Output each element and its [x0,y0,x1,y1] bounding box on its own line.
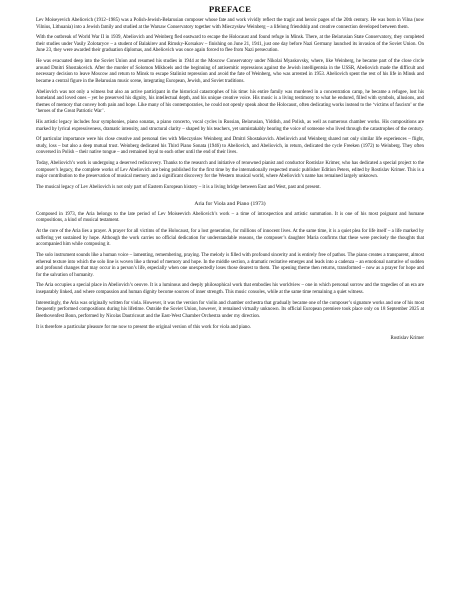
aria-title: Aria for Viola and Piano (1973) [194,200,266,207]
author-signature: Rostislav Krimer [390,335,424,341]
aria-paragraph: The solo instrument sounds like a human voice – lamenting, remembering, praying. The melody is filled with profound sincerity and is entirely free of pathos. The piano creates a transparent, almost ethereal texture into which the solo line is woven like a thread of memory and hope. In the middle section, a dramatic recitative emerges and leads into a cadenza – an emotional narrative of sudden and profound changes that may occur in a person’s life, especially when one unexpectedly loses those dearest to them. The opening theme then returns, transformed – now as a prayer for hope and for the salvation of humanity. [36,253,424,278]
preface-paragraph: His artistic legacy includes four symphonies, piano sonatas, a piano concerto, vocal cycles in Russian, Belarusian, Yiddish, and Polish, as well as numerous chamber works. His compositions are marked by lyrical expressiveness, dramatic intensity, and structural clarity – shaped by his teachers, yet unmistakably bearing the voice of someone who lived through the catastrophes of the century. [36,120,424,132]
preface-paragraph: The musical legacy of Lev Abeliovich is not only part of Eastern European history – it is a living bridge between East and West, past and present. [36,185,321,191]
aria-paragraph: At the core of the Aria lies a prayer. A prayer for all victims of the Holocaust, for a lost generation, for millions of innocent lives. At the same time, it is a quiet plea for life itself – a life marked by suffering yet sustained by hope. Although the work carries no official dedication for understandable reasons, the composer’s daughter Maria confirms that these were precisely the thoughts that accompanied him while composing it. [36,229,424,248]
preface-section [36,18,424,192]
preface-paragraph: Abeliovich was not only a witness but also an active participant in the historical catastrophes of his time: his entire family was murdered in a concentration camp, he became a refugee, lost his homeland and loved ones – yet he preserved his dignity, his intellectual depth, and his unique creative voice. His music is a living testimony to what he endured, filled with symbols, allusions, and themes of memory that convey both pain and hope. Like many of his contemporaries, he could not openly speak about the Holocaust, often dedicating works instead to the ‘victims of fascism’ or the ‘heroes of the Great Patriotic War’. [36,89,424,115]
preface-title: PREFACE [208,4,252,14]
aria-paragraph: The Aria occupies a special place in Abeliovich’s oeuvre. It is a luminous and deeply philosophical work that embodies his worldview – one in which personal sorrow and the tragedies of an era are inseparably linked, and where compassion and human dignity become sources of inner strength. This music consoles, while at the same time remaining a quiet witness. [36,283,424,295]
aria-section [36,212,424,342]
aria-paragraph: Interestingly, the Aria was originally written for viola. However, it was the version for violin and chamber orchestra that gradually became one of the composer’s signature works and one of his most frequently performed compositions during his lifetime. Outside the Soviet Union, however, it remained virtually unknown. Its official European premiere took place only on 18 September 2025 at Beethovenfest Bonn, performed by Nicolas Dautricourt and the East-West Chamber Orchestra under my direction. [36,300,424,319]
preface-paragraph: Of particular importance were his close creative and personal ties with Mieczysław Weinberg and Dmitri Shostakovich. Abeliovich and Weinberg shared not only similar life experiences – flight, study, loss – but also a deep mutual trust. Weinberg dedicated his Third Piano Sonata (1946) to Abeliovich, and Abeliovich, in return, dedicated the cycle Freeken (1972) to Weinberg. They often conversed in Polish – their native tongue – and remained loyal to each other until the end of their lives. [36,137,424,156]
aria-paragraph: Composed in 1973, the Aria belongs to the late period of Lev Moiseevich Abeliovich’s work – a time of introspection and artistic summation. It is one of his most poignant and humane compositions, a kind of musical testament. [36,211,424,224]
preface-paragraph: With the outbreak of World War II in 1939, Abeliovich and Weinberg fled eastward to escape the Holocaust and found refuge in Minsk. There, at the Belarusian State Conservatory, they completed their studies under Vasily Zolotaryov – a student of Balakirev and Rimsky-Korsakov – finishing on June 21, 1941, just one day before Nazi Germany launched its invasion of the Soviet Union. On June 23, they were awarded their graduation diplomas, and Abeliovich was once again forced to flee from Nazi persecution. [36,35,424,54]
aria-paragraph: It is therefore a particular pleasure for me now to present the original version of this work for viola and piano. [36,324,251,330]
preface-paragraph: He was evacuated deep into the Soviet Union and resumed his studies in 1944 at the Moscow Conservatory under Nikolai Myaskovsky, where, like Weinberg, he became part of the close circle around Dmitri Shostakovich. After the murder of Solomon Mikhoels and the beginning of antisemitic repressions against the Jewish intelligentsia in the USSR, Abeliovich made the difficult and necessary decision to leave Moscow and return to Minsk to escape Stalinist repression and avoid the fate of Weinberg, who was arrested in 1953. Abeliovich spent the rest of his life in Minsk and became a central figure in the Belarusian music scene, integrating European, Jewish, and Soviet traditions. [36,59,424,84]
preface-paragraph: Today, Abeliovich’s work is undergoing a deserved rediscovery. Thanks to the research and initiative of renowned pianist and conductor Rostislav Krimer, who has dedicated a special project to the composer’s legacy, the complete works of Lev Abeliovich are being published for the first time by the internationally respected music publisher Edition Peters, edited by Rostislav Krimer. This is a major contribution to the preservation of musical memory and a significant discovery for the Western musical world, where Abeliovich’s name has remained largely unknown. [36,161,424,180]
preface-paragraph: Lev Moiseyevich Abeliovich (1912–1985) was a Polish-Jewish-Belarusian composer whose fate and work vividly reflect the tragic and heroic pages of the 20th century. He was born in Vilna (now Vilnius, Lithuania) into a Jewish family and studied at the Warsaw Conservatory together with Mieczysław Weinberg – a lifelong friendship and creative connection developed between them. [36,18,424,30]
